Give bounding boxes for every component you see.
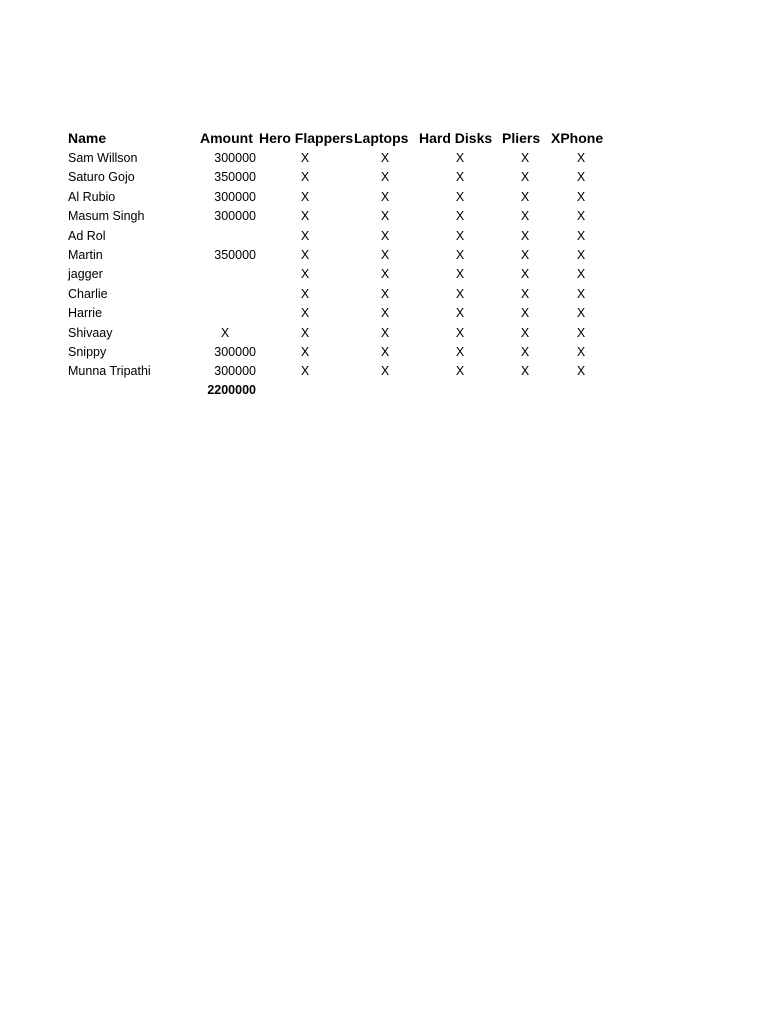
cell-laptops: X [380,209,390,223]
cell-amount: 300000 [214,364,256,378]
cell-hero-flappers: X [300,364,310,378]
cell-amount: X [220,326,230,340]
cell-xphone: X [576,287,586,301]
cell-xphone: X [576,151,586,165]
cell-hero-flappers: X [300,287,310,301]
cell-pliers: X [520,248,530,262]
cell-pliers: X [520,229,530,243]
cell-laptops: X [380,306,390,320]
cell-amount: 300000 [214,345,256,359]
cell-hero-flappers: X [300,209,310,223]
header-pliers: Pliers [502,130,541,146]
cell-name: Masum Singh [68,209,145,223]
cell-hard-disks: X [455,364,465,378]
cell-name: Harrie [68,306,103,320]
cell-name: Snippy [68,345,107,359]
cell-hard-disks: X [455,151,465,165]
cell-hard-disks: X [455,287,465,301]
header-hero-flappers: Hero Flappers [259,130,354,146]
cell-name: Martin [68,248,103,262]
header-name: Name [68,130,107,146]
cell-amount: 300000 [214,190,256,204]
cell-name: Saturo Gojo [68,170,135,184]
cell-laptops: X [380,287,390,301]
cell-laptops: X [380,151,390,165]
cell-pliers: X [520,287,530,301]
cell-xphone: X [576,190,586,204]
cell-hard-disks: X [455,248,465,262]
cell-pliers: X [520,345,530,359]
cell-hero-flappers: X [300,306,310,320]
cell-hard-disks: X [455,306,465,320]
cell-amount: 300000 [214,209,256,223]
cell-hard-disks: X [455,326,465,340]
cell-xphone: X [576,248,586,262]
cell-name: Ad Rol [68,229,106,243]
cell-pliers: X [520,151,530,165]
cell-name: Shivaay [68,326,113,340]
cell-laptops: X [380,190,390,204]
cell-laptops: X [380,345,390,359]
cell-xphone: X [576,267,586,281]
cell-xphone: X [576,326,586,340]
cell-xphone: X [576,170,586,184]
cell-name: Munna Tripathi [68,364,151,378]
cell-laptops: X [380,267,390,281]
cell-amount: 350000 [214,248,256,262]
cell-hero-flappers: X [300,248,310,262]
cell-hard-disks: X [455,267,465,281]
cell-hard-disks: X [455,209,465,223]
cell-xphone: X [576,345,586,359]
total-amount: 2200000 [207,383,256,397]
cell-pliers: X [520,267,530,281]
cell-pliers: X [520,326,530,340]
cell-hero-flappers: X [300,190,310,204]
cell-name: Sam Willson [68,151,138,165]
header-laptops: Laptops [354,130,409,146]
header-xphone: XPhone [551,130,604,146]
cell-hero-flappers: X [300,267,310,281]
cell-xphone: X [576,209,586,223]
cell-laptops: X [380,364,390,378]
cell-hard-disks: X [455,170,465,184]
cell-hard-disks: X [455,229,465,243]
cell-hero-flappers: X [300,326,310,340]
cell-pliers: X [520,209,530,223]
cell-amount: 350000 [214,170,256,184]
cell-amount: 300000 [214,151,256,165]
cell-pliers: X [520,190,530,204]
cell-xphone: X [576,306,586,320]
cell-laptops: X [380,248,390,262]
cell-hard-disks: X [455,190,465,204]
cell-pliers: X [520,306,530,320]
cell-hero-flappers: X [300,151,310,165]
cell-laptops: X [380,326,390,340]
cell-hero-flappers: X [300,170,310,184]
cell-hero-flappers: X [300,229,310,243]
cell-pliers: X [520,170,530,184]
cell-name: Al Rubio [68,190,116,204]
cell-hard-disks: X [455,345,465,359]
cell-laptops: X [380,170,390,184]
cell-hero-flappers: X [300,345,310,359]
cell-laptops: X [380,229,390,243]
cell-pliers: X [520,364,530,378]
cell-xphone: X [576,229,586,243]
cell-name: jagger [68,267,103,281]
header-amount: Amount [200,130,253,146]
cell-xphone: X [576,364,586,378]
cell-name: Charlie [68,287,108,301]
header-hard-disks: Hard Disks [419,130,493,146]
